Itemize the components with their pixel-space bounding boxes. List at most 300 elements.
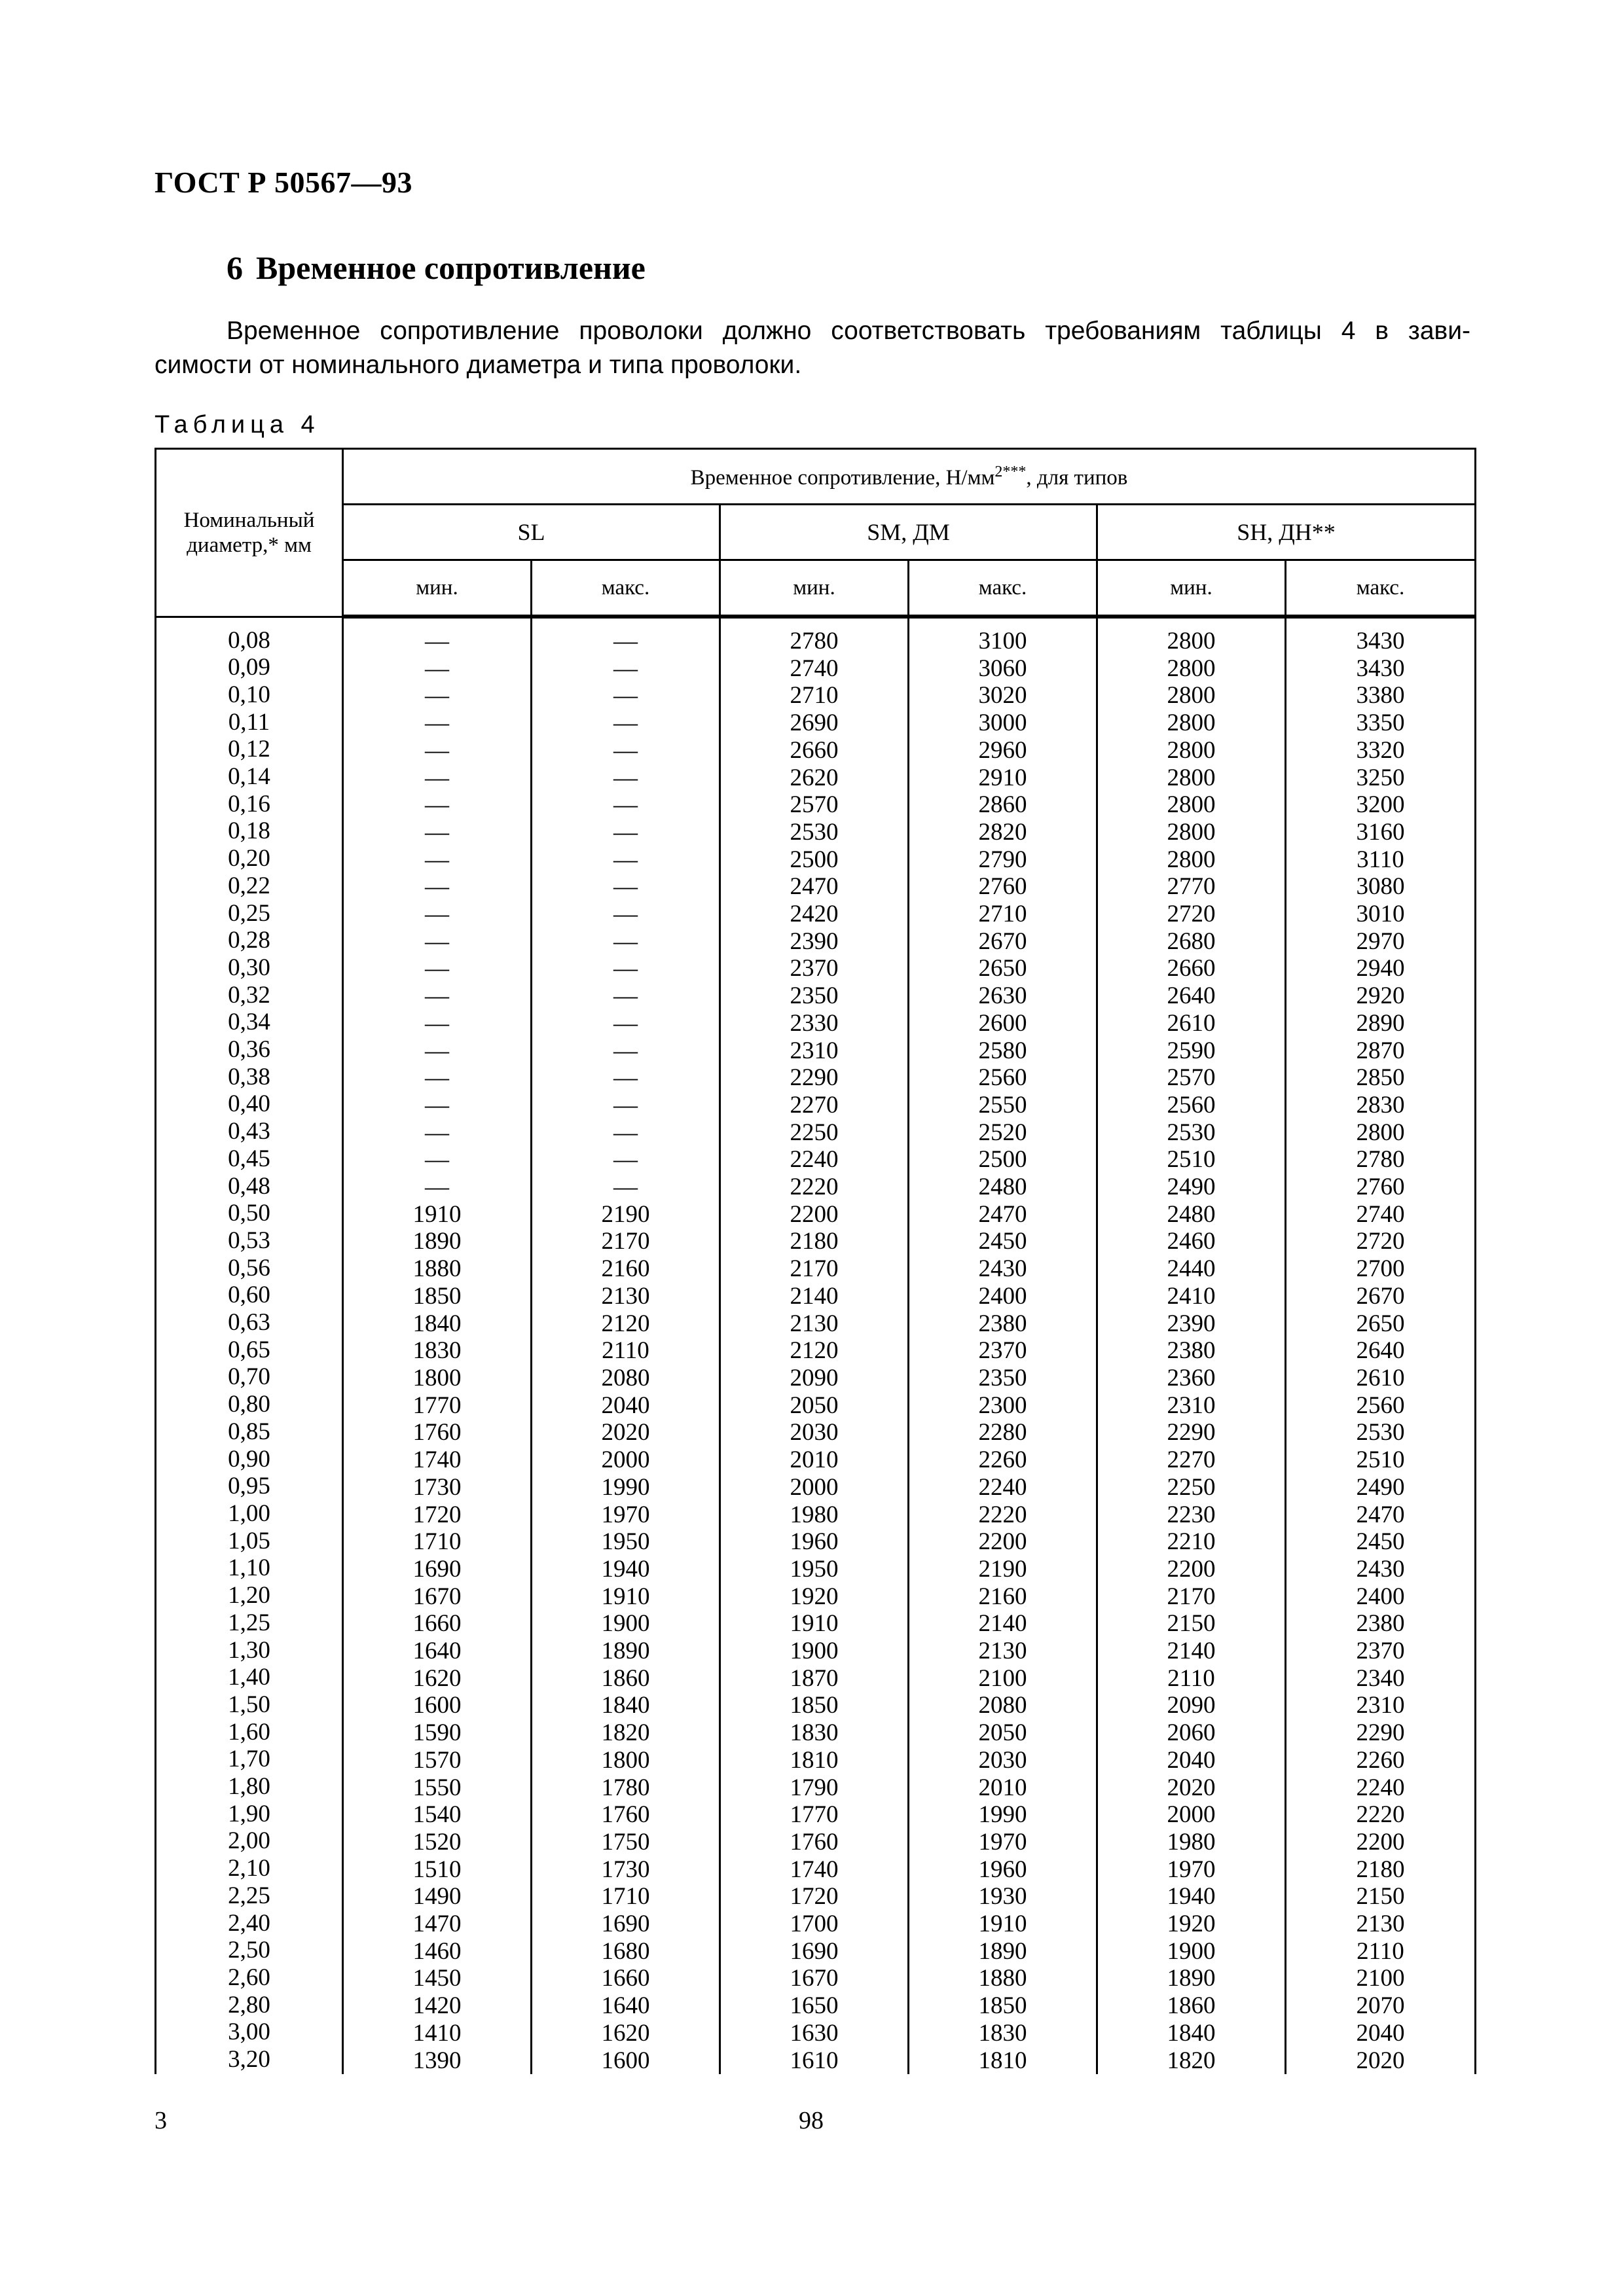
table-cell: — xyxy=(425,709,449,737)
group-header-sup: 2*** xyxy=(994,463,1027,480)
table-cell: 2760 xyxy=(978,873,1027,901)
table-cell: 3430 xyxy=(1356,628,1405,655)
table-cell: 2120 xyxy=(601,1310,650,1337)
table-cell: — xyxy=(613,682,638,709)
table-cell: 2680 xyxy=(1167,927,1216,955)
table-cell: 3010 xyxy=(1356,901,1405,928)
table-cell: 1640 xyxy=(412,1638,462,1665)
table-cell: 1,05 xyxy=(228,1527,270,1554)
table-cell: 2560 xyxy=(978,1064,1027,1092)
table-cell: 0,12 xyxy=(228,736,270,763)
table-cell: — xyxy=(425,1064,449,1092)
table-cell: 2670 xyxy=(978,927,1027,955)
table-cell: 2,50 xyxy=(228,1937,270,1964)
table-cell: 2650 xyxy=(1356,1310,1405,1337)
table-cell: 2280 xyxy=(978,1419,1027,1446)
table-cell: 2140 xyxy=(790,1282,839,1310)
table-cell: 1880 xyxy=(978,1965,1027,1992)
table-cell: 2040 xyxy=(1356,2019,1405,2047)
table-cell: 0,95 xyxy=(228,1473,270,1500)
table-cell: 1,20 xyxy=(228,1582,270,1609)
table-cell: 1,00 xyxy=(228,1500,270,1527)
table-cell: 2420 xyxy=(790,901,839,928)
table-cell: 1,10 xyxy=(228,1554,270,1582)
table-cell: 1710 xyxy=(412,1528,462,1556)
table-cell: 2000 xyxy=(790,1473,839,1501)
table-cell: 1900 xyxy=(601,1610,650,1638)
table-cell: 1830 xyxy=(790,1719,839,1747)
table-cell: — xyxy=(425,873,449,901)
table-cell: 2510 xyxy=(1167,1146,1216,1174)
table-cell: 2110 xyxy=(1167,1664,1215,1692)
table-cell: 2050 xyxy=(978,1719,1027,1747)
table-cell: 0,48 xyxy=(228,1172,270,1200)
table-cell: — xyxy=(613,955,638,982)
table-cell: 2160 xyxy=(601,1255,650,1283)
table-cell: 1770 xyxy=(412,1391,462,1419)
table-cell: 2820 xyxy=(978,818,1027,846)
table-cell: 1840 xyxy=(1167,2019,1216,2047)
table-cell: 2240 xyxy=(978,1473,1027,1501)
table-cell: 0,36 xyxy=(228,1036,270,1064)
document-code: ГОСТ Р 50567—93 xyxy=(155,166,412,199)
table-cell: 2270 xyxy=(1167,1446,1216,1474)
table-cell: 2560 xyxy=(1356,1391,1405,1419)
sm-max-header: макс. xyxy=(909,560,1097,617)
table-cell: 2150 xyxy=(1356,1883,1405,1910)
table-cell: 3430 xyxy=(1356,655,1405,682)
table-cell: 0,10 xyxy=(228,681,270,708)
table-cell: 1800 xyxy=(601,1746,650,1774)
table-cell: 1690 xyxy=(601,1910,650,1938)
table-cell: 1770 xyxy=(790,1801,839,1829)
table-cell: 2250 xyxy=(1167,1473,1216,1501)
table-cell: 2560 xyxy=(1167,1091,1216,1119)
table-cell: 1870 xyxy=(790,1664,839,1692)
table-cell: 0,22 xyxy=(228,872,270,899)
table-cell: 2100 xyxy=(978,1664,1027,1692)
table-cell: 1640 xyxy=(601,1992,650,2020)
table-cell: 2080 xyxy=(601,1364,650,1391)
table-cell: — xyxy=(425,955,449,982)
table-cell: 2670 xyxy=(1356,1282,1405,1310)
table-body-row xyxy=(156,617,1476,2074)
sh-max-header: макс. xyxy=(1286,560,1476,617)
table-cell: 0,30 xyxy=(228,954,270,981)
table-cell: 2290 xyxy=(1356,1719,1405,1747)
table-cell: 0,40 xyxy=(228,1090,270,1118)
table-cell: 2720 xyxy=(1167,901,1216,928)
sh-max-column xyxy=(1286,617,1476,2074)
table-cell: 2370 xyxy=(790,955,839,982)
tensile-strength-table xyxy=(155,448,1476,2074)
page-number-left: 3 xyxy=(155,2107,167,2134)
table-cell: 1940 xyxy=(601,1555,650,1583)
table-cell: 2070 xyxy=(1356,1992,1405,2020)
table-cell: 2200 xyxy=(790,1200,839,1228)
table-cell: 0,90 xyxy=(228,1445,270,1473)
table-cell: 1810 xyxy=(978,2047,1027,2074)
table-cell: 0,25 xyxy=(228,899,270,927)
table-cell: 2190 xyxy=(601,1200,650,1228)
table-cell: 3000 xyxy=(978,709,1027,737)
table-cell: 1690 xyxy=(412,1555,462,1583)
table-cell: 2740 xyxy=(1356,1200,1405,1228)
table-cell: 2470 xyxy=(978,1200,1027,1228)
table-cell: 1910 xyxy=(790,1610,839,1638)
table-cell: 2800 xyxy=(1167,764,1216,791)
group-header xyxy=(343,449,1476,505)
table-cell: 2020 xyxy=(1167,1774,1216,1801)
table-cell: 0,28 xyxy=(228,927,270,954)
table-cell: 1970 xyxy=(1167,1856,1216,1883)
table-cell: 1850 xyxy=(412,1282,462,1310)
table-cell: 1600 xyxy=(601,2047,650,2074)
table-cell: 2850 xyxy=(1356,1064,1405,1092)
table-cell: 2800 xyxy=(1167,736,1216,764)
table-cell: 1,40 xyxy=(228,1664,270,1691)
table-cell: 2630 xyxy=(978,982,1027,1010)
table-cell: 2890 xyxy=(1356,1009,1405,1037)
table-cell: 2410 xyxy=(1167,1282,1216,1310)
table-cell: 0,14 xyxy=(228,763,270,791)
table-cell: 2,60 xyxy=(228,1964,270,1991)
table-cell: 1460 xyxy=(412,1937,462,1965)
table-cell: 0,43 xyxy=(228,1118,270,1145)
table-cell: 2800 xyxy=(1167,628,1216,655)
table-cell: 1890 xyxy=(1167,1965,1216,1992)
table-cell: 1750 xyxy=(601,1828,650,1856)
table-cell: 1780 xyxy=(601,1774,650,1801)
table-cell: 0,50 xyxy=(228,1200,270,1227)
table-cell: — xyxy=(613,846,638,873)
table-cell: 2400 xyxy=(1356,1583,1405,1610)
table-cell: 1690 xyxy=(790,1937,839,1965)
table-cell: 1420 xyxy=(412,1992,462,2020)
table-cell: 1710 xyxy=(601,1883,650,1910)
table-cell: 2010 xyxy=(978,1774,1027,1801)
table-cell: 1670 xyxy=(790,1965,839,1992)
table-cell: 2660 xyxy=(790,736,839,764)
table-cell: — xyxy=(613,873,638,901)
table-cell: 2080 xyxy=(978,1692,1027,1719)
table-cell: — xyxy=(425,628,449,655)
table-cell: 1490 xyxy=(412,1883,462,1910)
table-cell: 2530 xyxy=(790,818,839,846)
table-cell: 2860 xyxy=(978,791,1027,819)
table-cell: — xyxy=(425,982,449,1010)
table-cell: 1590 xyxy=(412,1719,462,1747)
table-cell: 0,11 xyxy=(228,708,270,736)
table-cell: — xyxy=(613,818,638,846)
table-cell: 1730 xyxy=(601,1856,650,1883)
table-cell: — xyxy=(613,1091,638,1119)
table-cell: 3380 xyxy=(1356,682,1405,709)
table-cell: — xyxy=(613,791,638,819)
table-cell: 0,56 xyxy=(228,1254,270,1282)
table-cell: 1960 xyxy=(978,1856,1027,1883)
table-cell: 2380 xyxy=(978,1310,1027,1337)
table-cell: 1890 xyxy=(412,1228,462,1255)
table-cell: 1950 xyxy=(790,1555,839,1583)
table-cell: 1,70 xyxy=(228,1746,270,1773)
table-cell: 1820 xyxy=(1167,2047,1216,2074)
table-cell: 1540 xyxy=(412,1801,462,1829)
diameter-column xyxy=(156,617,343,2074)
table-cell: 2710 xyxy=(978,901,1027,928)
table-cell: 3080 xyxy=(1356,873,1405,901)
table-cell: 1830 xyxy=(978,2019,1027,2047)
table-cell: 3060 xyxy=(978,655,1027,682)
table-cell: 2170 xyxy=(790,1255,839,1283)
table-cell: 2000 xyxy=(601,1446,650,1474)
table-cell: 3100 xyxy=(978,628,1027,655)
table-cell: 2370 xyxy=(978,1337,1027,1365)
table-cell: 2390 xyxy=(1167,1310,1216,1337)
table-cell: 2480 xyxy=(1167,1200,1216,1228)
table-cell: 1740 xyxy=(790,1856,839,1883)
table-cell: 2030 xyxy=(978,1746,1027,1774)
table-cell: 2200 xyxy=(1356,1828,1405,1856)
table-cell: — xyxy=(425,791,449,819)
table-cell: 2480 xyxy=(978,1174,1027,1201)
table-cell: 2720 xyxy=(1356,1228,1405,1255)
table-cell: 1470 xyxy=(412,1910,462,1938)
table-cell: 1910 xyxy=(978,1910,1027,1938)
table-cell: 1,60 xyxy=(228,1718,270,1746)
table-cell: 2400 xyxy=(978,1282,1027,1310)
sl-max-column xyxy=(532,617,720,2074)
table-cell: — xyxy=(613,1174,638,1201)
table-cell: 1890 xyxy=(978,1937,1027,1965)
table-cell: 1450 xyxy=(412,1965,462,1992)
table-cell: 2140 xyxy=(1167,1638,1216,1665)
table-cell: 2310 xyxy=(1167,1391,1216,1419)
table-cell: — xyxy=(613,901,638,928)
table-cell: — xyxy=(425,901,449,928)
table-cell: 2000 xyxy=(1167,1801,1216,1829)
table-cell: 2620 xyxy=(790,764,839,791)
table-cell: 2370 xyxy=(1356,1638,1405,1665)
table-cell: 2700 xyxy=(1356,1255,1405,1283)
sm-min-column xyxy=(720,617,909,2074)
table-cell: 1,50 xyxy=(228,1691,270,1718)
table-cell: 1620 xyxy=(601,2019,650,2047)
table-cell: 2590 xyxy=(1167,1037,1216,1064)
page-number-center: 98 xyxy=(799,2107,824,2134)
table-cell: 1570 xyxy=(412,1746,462,1774)
table-cell: 2020 xyxy=(1356,2047,1405,2074)
table-cell: 1390 xyxy=(412,2047,462,2074)
table-cell: 2350 xyxy=(790,982,839,1010)
table-cell: 2470 xyxy=(1356,1501,1405,1528)
table-cell: 2800 xyxy=(1167,709,1216,737)
table-cell: 2770 xyxy=(1167,873,1216,901)
table-cell: 1790 xyxy=(790,1774,839,1801)
table-cell: 0,38 xyxy=(228,1063,270,1090)
table-cell: 2610 xyxy=(1167,1009,1216,1037)
table-cell: 0,85 xyxy=(228,1418,270,1445)
table-cell: 2520 xyxy=(978,1119,1027,1146)
table-cell: 2060 xyxy=(1167,1719,1216,1747)
table-cell: 2450 xyxy=(1356,1528,1405,1556)
table-cell: 2330 xyxy=(790,1009,839,1037)
table-cell: 1850 xyxy=(790,1692,839,1719)
table-cell: 1660 xyxy=(412,1610,462,1638)
table-cell: 2010 xyxy=(790,1446,839,1474)
table-cell: 2310 xyxy=(790,1037,839,1064)
table-cell: 0,20 xyxy=(228,845,270,872)
table-cell: 1910 xyxy=(601,1583,650,1610)
type-header-sm: SM, ДМ xyxy=(720,505,1097,560)
table-cell: 2910 xyxy=(978,764,1027,791)
table-cell: 2940 xyxy=(1356,955,1405,982)
table-cell: 2220 xyxy=(790,1174,839,1201)
table-cell: 2780 xyxy=(1356,1146,1405,1174)
sh-min-header: мин. xyxy=(1097,560,1286,617)
table-cell: 1840 xyxy=(412,1310,462,1337)
table-cell: 2270 xyxy=(790,1091,839,1119)
sl-max-header: макс. xyxy=(532,560,720,617)
table-cell: 2210 xyxy=(1167,1528,1216,1556)
table-cell: 1,80 xyxy=(228,1773,270,1801)
table-cell: 1910 xyxy=(412,1200,462,1228)
table-cell: 1900 xyxy=(790,1638,839,1665)
table-cell: 2660 xyxy=(1167,955,1216,982)
table-cell: 1410 xyxy=(412,2019,462,2047)
table-cell: 2500 xyxy=(790,846,839,873)
table-cell: 2800 xyxy=(1167,846,1216,873)
intro-paragraph xyxy=(155,314,1470,382)
table-cell: 2360 xyxy=(1167,1364,1216,1391)
table-cell: 2130 xyxy=(1356,1910,1405,1938)
table-cell: 3160 xyxy=(1356,818,1405,846)
table-cell: 2290 xyxy=(1167,1419,1216,1446)
table-cell: 2260 xyxy=(978,1446,1027,1474)
table-cell: 3110 xyxy=(1357,846,1404,873)
table-cell: 2760 xyxy=(1356,1174,1405,1201)
table-cell: 1730 xyxy=(412,1473,462,1501)
table-cell: 2640 xyxy=(1167,982,1216,1010)
table-cell: 2110 xyxy=(602,1337,649,1365)
table-cell: 1660 xyxy=(601,1965,650,1992)
table-cell: 3200 xyxy=(1356,791,1405,819)
table-cell: 2600 xyxy=(978,1009,1027,1037)
table-cell: 2380 xyxy=(1167,1337,1216,1365)
type-header-sh: SH, ДН** xyxy=(1097,505,1476,560)
table-cell: 2830 xyxy=(1356,1091,1405,1119)
section-title: Временное сопротивление xyxy=(256,249,646,286)
table-cell: 2290 xyxy=(790,1064,839,1092)
table-cell: 2130 xyxy=(790,1310,839,1337)
table-cell: 2920 xyxy=(1356,982,1405,1010)
table-cell: 2390 xyxy=(790,927,839,955)
table-cell: — xyxy=(425,846,449,873)
table-cell: 2740 xyxy=(790,655,839,682)
table-cell: 2240 xyxy=(1356,1774,1405,1801)
table-cell: 2020 xyxy=(601,1419,650,1446)
type-header-sl: SL xyxy=(343,505,720,560)
table-cell: 2800 xyxy=(1167,682,1216,709)
table-cell: — xyxy=(425,682,449,709)
sm-max-column xyxy=(909,617,1097,2074)
table-cell: 1740 xyxy=(412,1446,462,1474)
table-cell: 1880 xyxy=(412,1255,462,1283)
table-cell: 1980 xyxy=(1167,1828,1216,1856)
table-cell: 2350 xyxy=(978,1364,1027,1391)
table-cell: 0,34 xyxy=(228,1009,270,1036)
intro-line-1: Временное сопротивление проволоки должно соответствовать требованиям таблицы 4 в зави- xyxy=(227,317,1470,345)
sm-min-header: мин. xyxy=(720,560,909,617)
table-cell: 2140 xyxy=(978,1610,1027,1638)
table-cell: 2960 xyxy=(978,736,1027,764)
table-cell: 1830 xyxy=(412,1337,462,1365)
table-cell: 2430 xyxy=(1356,1555,1405,1583)
table-cell: 1700 xyxy=(790,1910,839,1938)
table-cell: — xyxy=(425,1174,449,1201)
table-cell: 2,10 xyxy=(228,1855,270,1882)
table-cell: 2800 xyxy=(1167,818,1216,846)
table-cell: 2260 xyxy=(1356,1746,1405,1774)
table-cell: 1800 xyxy=(412,1364,462,1391)
table-cell: 2490 xyxy=(1167,1174,1216,1201)
table-cell: 2300 xyxy=(978,1391,1027,1419)
table-cell: 2040 xyxy=(1167,1746,1216,1774)
table-cell: 1840 xyxy=(601,1692,650,1719)
table-cell: 2050 xyxy=(790,1391,839,1419)
table-cell: — xyxy=(425,1119,449,1146)
table-cell: 2040 xyxy=(601,1391,650,1419)
table-cell: 1720 xyxy=(412,1501,462,1528)
table-cell: 0,63 xyxy=(228,1309,270,1336)
table-cell: 2970 xyxy=(1356,927,1405,955)
table-cell: 1820 xyxy=(601,1719,650,1747)
intro-line-2: симости от номинального диаметра и типа проволоки. xyxy=(155,351,802,379)
table-cell: 2,00 xyxy=(228,1827,270,1855)
table-cell: 2460 xyxy=(1167,1228,1216,1255)
table-cell: 2110 xyxy=(1357,1937,1404,1965)
table-cell: — xyxy=(425,927,449,955)
table-cell: — xyxy=(425,764,449,791)
table-cell: 2170 xyxy=(1167,1583,1216,1610)
table-cell: 1610 xyxy=(790,2047,839,2074)
sh-min-column xyxy=(1097,617,1286,2074)
table-cell: 1930 xyxy=(978,1883,1027,1910)
table-cell: 2500 xyxy=(978,1146,1027,1174)
table-cell: 2220 xyxy=(1356,1801,1405,1829)
table-cell: — xyxy=(425,1091,449,1119)
table-cell: 2090 xyxy=(790,1364,839,1391)
table-cell: 2870 xyxy=(1356,1037,1405,1064)
table-cell: — xyxy=(425,1009,449,1037)
table-cell: 2130 xyxy=(601,1282,650,1310)
group-header-text: Временное сопротивление, Н/мм xyxy=(690,465,995,490)
table-cell: 1990 xyxy=(601,1473,650,1501)
table-cell: — xyxy=(613,927,638,955)
table-cell: 2130 xyxy=(978,1638,1027,1665)
table-cell: 1980 xyxy=(790,1501,839,1528)
table-cell: 0,70 xyxy=(228,1363,270,1391)
table-cell: 2440 xyxy=(1167,1255,1216,1283)
table-cell: 2610 xyxy=(1356,1364,1405,1391)
table-cell: 2800 xyxy=(1167,791,1216,819)
table-cell: 2530 xyxy=(1167,1119,1216,1146)
table-cell: 1970 xyxy=(978,1828,1027,1856)
table-cell: — xyxy=(613,1009,638,1037)
table-cell: — xyxy=(425,655,449,682)
table-cell: 0,16 xyxy=(228,790,270,817)
table-cell: 2800 xyxy=(1356,1119,1405,1146)
